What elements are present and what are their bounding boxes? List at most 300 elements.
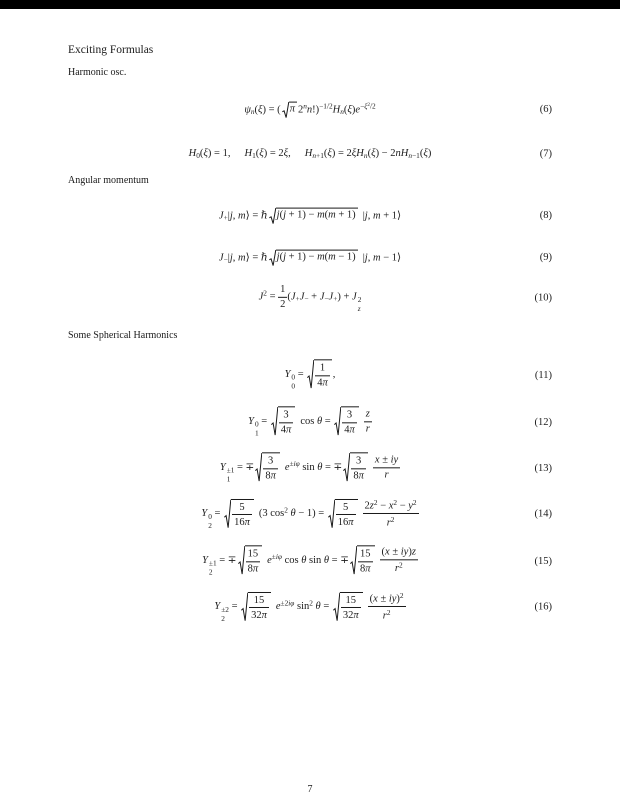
equation-math <box>248 406 372 437</box>
equation-math <box>201 498 418 530</box>
math-text: ( <box>367 148 372 160</box>
fraction <box>363 498 419 530</box>
fraction <box>278 283 287 311</box>
math-text: 1 <box>319 362 326 374</box>
subscript <box>312 151 324 160</box>
equation-number: (9) <box>539 252 552 264</box>
math-variable: iφ <box>288 598 295 608</box>
math-variable: ξ <box>347 104 352 116</box>
fraction-numerator <box>246 547 261 562</box>
fraction-numerator <box>336 501 356 516</box>
math-variable: m <box>238 210 246 222</box>
math-variable: iy <box>400 546 409 558</box>
math-variable: z <box>357 303 361 313</box>
math-variable: e <box>355 104 361 116</box>
section-heading: Some Spherical Harmonics <box>68 330 178 341</box>
math-text: ( <box>254 104 259 116</box>
math-text: 8 <box>247 563 253 575</box>
radical-icon <box>307 359 314 389</box>
subscript <box>291 382 295 390</box>
math-variable: x <box>388 500 394 512</box>
math-variable: ξ <box>371 148 376 160</box>
equation-math <box>219 250 401 267</box>
subscript <box>209 568 213 576</box>
square-root <box>238 545 263 575</box>
square-root <box>241 592 271 622</box>
math-variable: Y <box>202 554 208 566</box>
math-text: −1 <box>412 150 420 160</box>
math-text: ± <box>389 546 401 558</box>
math-text: − <box>304 294 309 304</box>
math-text: − 1) = <box>295 508 327 520</box>
math-text: ⟩ = <box>245 210 261 222</box>
math-variable: π <box>353 609 359 621</box>
math-text: − 1⟩ <box>380 252 402 264</box>
math-variable: m <box>317 209 325 221</box>
fraction <box>279 408 294 436</box>
math-text: ) − 2 <box>375 148 396 160</box>
math-text: ) = 1, <box>207 148 231 160</box>
math-variable: ψ <box>244 104 251 116</box>
math-variable: n <box>408 150 412 160</box>
equation-number: (13) <box>534 462 552 474</box>
math-text: ( <box>255 148 260 160</box>
math-variable: z <box>369 500 374 512</box>
math-text: ( <box>323 148 328 160</box>
fraction-denominator <box>336 515 356 529</box>
superscript <box>272 552 282 561</box>
math-variable: n <box>306 104 313 116</box>
math-text: ±1 <box>208 558 217 568</box>
fraction-numerator <box>368 591 406 607</box>
math-variable: x <box>385 546 390 558</box>
math-variable: e <box>267 554 272 566</box>
square-root-body <box>314 359 332 389</box>
math-text: 15 <box>360 548 371 560</box>
subscript <box>227 475 231 483</box>
radical-icon <box>334 406 341 436</box>
fraction-numerator <box>232 501 252 516</box>
math-variable: m <box>328 209 336 221</box>
equation <box>68 591 552 623</box>
math-text: + 1⟩ <box>380 210 402 222</box>
math-variable: j <box>276 209 280 221</box>
math-variable: r <box>382 610 387 622</box>
math-text: 2 <box>284 505 288 515</box>
math-text: ± <box>271 552 276 562</box>
square-root <box>334 406 359 436</box>
math-variable: ℏ <box>260 252 268 264</box>
math-variable: z <box>411 546 416 558</box>
math-variable: H <box>356 148 364 160</box>
math-variable: ξ <box>203 148 208 160</box>
equation <box>68 452 552 483</box>
math-text: /2 <box>369 101 376 111</box>
math-text: 4 <box>280 424 287 436</box>
math-variable: ξ <box>258 104 263 116</box>
fraction <box>380 545 418 575</box>
math-text: ) = 2 <box>263 148 284 160</box>
math-variable: θ <box>301 554 307 566</box>
equation <box>68 359 552 390</box>
fraction-numerator <box>279 408 294 423</box>
math-text: ( <box>287 291 291 303</box>
math-variable: θ <box>316 415 323 427</box>
fraction-denominator <box>315 376 330 390</box>
square-root <box>255 452 280 482</box>
math-text: | <box>362 252 365 264</box>
math-text: sin <box>294 601 310 613</box>
math-text: , <box>367 210 373 222</box>
radical-icon <box>224 499 231 529</box>
math-variable: e <box>275 601 281 613</box>
math-variable: π <box>358 470 364 482</box>
math-text: 2 <box>399 590 404 600</box>
superscript <box>399 561 403 570</box>
math-variable: iy <box>390 454 399 466</box>
math-variable: m <box>328 251 336 263</box>
math-variable: ℏ <box>260 210 268 222</box>
math-variable: π <box>286 424 292 436</box>
math-variable: n <box>363 150 368 160</box>
math-variable: π <box>365 563 371 575</box>
stacked-scripts <box>358 296 362 313</box>
subscript <box>358 305 361 313</box>
equation-math <box>259 283 362 313</box>
math-text: ( <box>419 148 424 160</box>
math-text: ( <box>369 593 374 605</box>
equation-math <box>219 208 401 225</box>
math-text: 15 <box>253 594 265 606</box>
square-root-body <box>276 250 358 267</box>
radical-icon <box>350 545 357 575</box>
math-text: 1 <box>254 428 259 438</box>
square-root-body <box>262 452 280 482</box>
fraction <box>373 453 400 481</box>
math-text: 5 <box>343 501 349 513</box>
math-variable: ξ <box>364 101 368 111</box>
math-variable: e <box>284 461 290 473</box>
fraction-numerator <box>364 407 372 422</box>
equation-number: (7) <box>539 148 552 160</box>
equation-number: (15) <box>534 555 552 567</box>
math-text: 2 <box>367 102 370 109</box>
fraction-denominator <box>358 562 373 576</box>
math-variable: r <box>384 469 389 481</box>
subscript <box>221 615 225 623</box>
math-text: 0 <box>291 372 296 382</box>
math-variable: J <box>258 291 264 303</box>
math-variable: j <box>364 252 368 264</box>
fraction <box>336 501 356 529</box>
fraction <box>351 454 366 482</box>
square-root-body <box>276 208 358 225</box>
math-text: + <box>308 291 320 303</box>
math-text: 2 <box>208 520 212 530</box>
fraction <box>249 594 269 622</box>
math-variable: n <box>395 148 401 160</box>
stacked-scripts <box>209 560 217 577</box>
radical-icon <box>238 545 245 575</box>
math-variable: π <box>348 516 354 528</box>
math-text: 16 <box>337 516 349 528</box>
math-text: 2 <box>221 613 225 623</box>
fraction <box>368 591 406 623</box>
equation-math <box>214 591 405 623</box>
math-variable: ξ <box>327 148 332 160</box>
math-text: −1/2 <box>319 101 333 111</box>
superscript <box>281 599 295 608</box>
fraction-denominator <box>249 608 269 622</box>
fraction <box>358 547 373 575</box>
math-text: , <box>232 210 238 222</box>
math-text: − <box>324 294 329 304</box>
math-text: + 1) − <box>285 209 318 221</box>
math-variable: j <box>229 252 233 264</box>
math-text: 2 <box>357 295 362 305</box>
math-text: = <box>295 368 307 380</box>
document-title: Exciting Formulas <box>68 44 154 56</box>
math-variable: j <box>364 210 368 222</box>
fraction-denominator <box>364 422 372 436</box>
fraction-numerator <box>315 361 330 376</box>
superscript <box>391 515 395 524</box>
math-text: 32 <box>251 609 262 621</box>
math-text: ±2 <box>280 598 289 608</box>
radical-icon <box>271 406 278 436</box>
math-variable: x <box>374 454 380 466</box>
equation <box>68 148 552 160</box>
math-text: + <box>333 294 338 304</box>
math-text: 15 <box>247 548 259 560</box>
fraction-denominator <box>341 608 361 622</box>
math-text: 2 <box>364 500 370 512</box>
math-text: 2 <box>398 560 403 570</box>
radical-icon <box>282 102 289 119</box>
math-text: 8 <box>353 470 359 482</box>
math-text: 8 <box>360 563 366 575</box>
math-text: = <box>322 415 334 427</box>
math-variable: ξ <box>283 148 289 160</box>
math-variable: J <box>319 291 325 303</box>
page-footer <box>0 784 620 796</box>
math-text: , <box>367 252 373 264</box>
fraction-denominator <box>380 560 418 575</box>
math-variable: H <box>188 148 197 160</box>
equation-math <box>244 102 375 119</box>
math-text: ( <box>324 251 329 263</box>
math-variable: n <box>303 101 307 111</box>
math-text: − <box>360 101 365 111</box>
fraction-denominator <box>351 469 366 483</box>
math-variable: n <box>312 150 317 160</box>
equation <box>68 250 552 267</box>
math-text: 15 <box>345 594 357 606</box>
math-text: = <box>228 601 241 613</box>
math-text: | <box>227 210 230 222</box>
math-variable: π <box>322 377 328 389</box>
math-variable: Y <box>219 461 226 473</box>
square-root-body <box>341 406 359 436</box>
math-text: 2 <box>393 497 398 507</box>
stacked-scripts <box>221 606 229 623</box>
equation-math <box>220 452 400 483</box>
math-text: , <box>332 368 336 380</box>
math-variable: H <box>332 104 341 116</box>
square-root-body <box>278 406 296 436</box>
math-text: 3 <box>283 409 289 421</box>
math-text: 2 <box>297 104 304 116</box>
math-variable: m <box>372 210 381 222</box>
superscript <box>413 498 417 507</box>
square-root <box>271 406 296 436</box>
math-text: = ∓ <box>216 554 237 566</box>
subscript <box>255 429 259 437</box>
superscript <box>319 102 333 111</box>
math-variable: π <box>349 424 355 436</box>
subscript <box>408 151 420 160</box>
math-text: 4 <box>344 424 350 436</box>
equation-number: (10) <box>534 292 552 304</box>
math-text: + <box>223 213 228 223</box>
square-root <box>333 592 363 622</box>
math-variable: n <box>250 107 255 117</box>
fraction-numerator <box>380 545 418 560</box>
math-text: + 1) − <box>285 251 318 263</box>
equation <box>68 208 552 225</box>
equation <box>68 283 552 313</box>
math-variable: j <box>283 209 286 221</box>
radical-icon <box>328 499 335 529</box>
math-text: 2 <box>386 607 391 617</box>
math-variable: iφ <box>293 459 300 469</box>
math-text: 2 <box>208 567 213 577</box>
square-root <box>269 250 358 267</box>
math-text: cos <box>300 415 317 427</box>
superscript <box>400 591 404 600</box>
math-text: ± <box>379 454 391 466</box>
math-text: ) <box>427 148 432 160</box>
math-text: , <box>288 148 291 160</box>
math-text: ±2 <box>221 605 229 615</box>
math-variable: ξ <box>259 148 264 160</box>
fraction <box>364 407 372 435</box>
math-text: ) <box>351 104 356 116</box>
math-text: 2 <box>263 288 267 298</box>
math-variable: H <box>244 148 253 160</box>
math-text: − <box>397 500 409 512</box>
fraction-denominator <box>279 423 294 437</box>
math-variable: J <box>218 252 224 264</box>
math-text: ) = 2 <box>331 148 352 160</box>
math-text: + 1) <box>335 209 356 221</box>
math-text: ) + <box>337 291 353 303</box>
math-text: ( <box>279 209 284 221</box>
math-variable: j <box>283 251 286 263</box>
math-text: 3 <box>356 455 362 467</box>
math-text: ) = ( <box>262 104 281 116</box>
math-variable: π <box>289 103 295 115</box>
superscript <box>387 608 391 617</box>
math-text: = ∓ <box>329 554 350 566</box>
math-text: ±1 <box>226 465 235 475</box>
equation-math <box>285 359 336 390</box>
math-text: sin <box>306 554 324 566</box>
equation-number: (12) <box>534 416 552 428</box>
equation-number: (14) <box>534 508 552 520</box>
math-text: = <box>258 415 270 427</box>
math-variable: J <box>290 291 296 303</box>
math-text: 0 <box>291 381 296 391</box>
subscript <box>208 522 212 530</box>
fraction <box>246 547 261 575</box>
math-text: ( <box>199 148 204 160</box>
math-variable: ξ <box>351 148 357 160</box>
math-text: 3 <box>346 409 353 421</box>
math-text: cos <box>281 554 302 566</box>
fraction <box>315 361 330 389</box>
fraction-denominator <box>246 562 261 576</box>
math-variable: π <box>270 470 276 482</box>
fraction-denominator <box>368 607 406 622</box>
math-text: = ∓ <box>234 461 255 473</box>
square-root <box>343 452 368 482</box>
equation <box>68 545 552 576</box>
math-variable: n <box>340 107 344 117</box>
math-text: = <box>266 291 279 303</box>
math-variable: J <box>218 210 224 222</box>
math-variable: θ <box>290 508 296 520</box>
math-variable: Y <box>201 508 208 520</box>
math-text: − <box>377 500 389 512</box>
math-text: = <box>211 508 224 520</box>
math-text: 0 <box>196 150 200 160</box>
math-text: = <box>320 601 332 613</box>
math-text: ( <box>324 209 329 221</box>
math-variable: ξ <box>423 148 428 160</box>
math-text: 32 <box>342 609 354 621</box>
square-root <box>328 499 358 529</box>
math-text: ( <box>381 546 386 558</box>
math-text: ) <box>396 593 400 605</box>
math-variable: Y <box>248 415 254 427</box>
math-text: 2 <box>373 497 378 507</box>
fraction-denominator <box>278 297 287 311</box>
square-root-body <box>350 452 368 482</box>
math-text: − 1) <box>335 251 356 263</box>
math-text: 3 <box>268 455 274 467</box>
fraction-denominator <box>232 515 252 529</box>
math-variable: m <box>238 252 246 264</box>
radical-icon <box>333 592 340 622</box>
math-variable: π <box>244 516 250 528</box>
equation-number: (8) <box>539 210 552 222</box>
fraction-numerator <box>341 594 361 609</box>
radical-icon <box>241 592 248 622</box>
square-root-body <box>340 592 363 622</box>
math-text: 2 <box>309 598 313 608</box>
math-variable: Y <box>284 368 291 380</box>
fraction-numerator <box>363 498 419 514</box>
math-text: − <box>223 255 228 265</box>
square-root-body <box>335 499 358 529</box>
math-variable: m <box>317 251 325 263</box>
math-text: ± <box>377 593 389 605</box>
math-variable: iφ <box>275 552 282 562</box>
fraction-numerator <box>358 547 373 562</box>
math-variable: J <box>299 291 305 303</box>
fraction <box>342 408 357 436</box>
